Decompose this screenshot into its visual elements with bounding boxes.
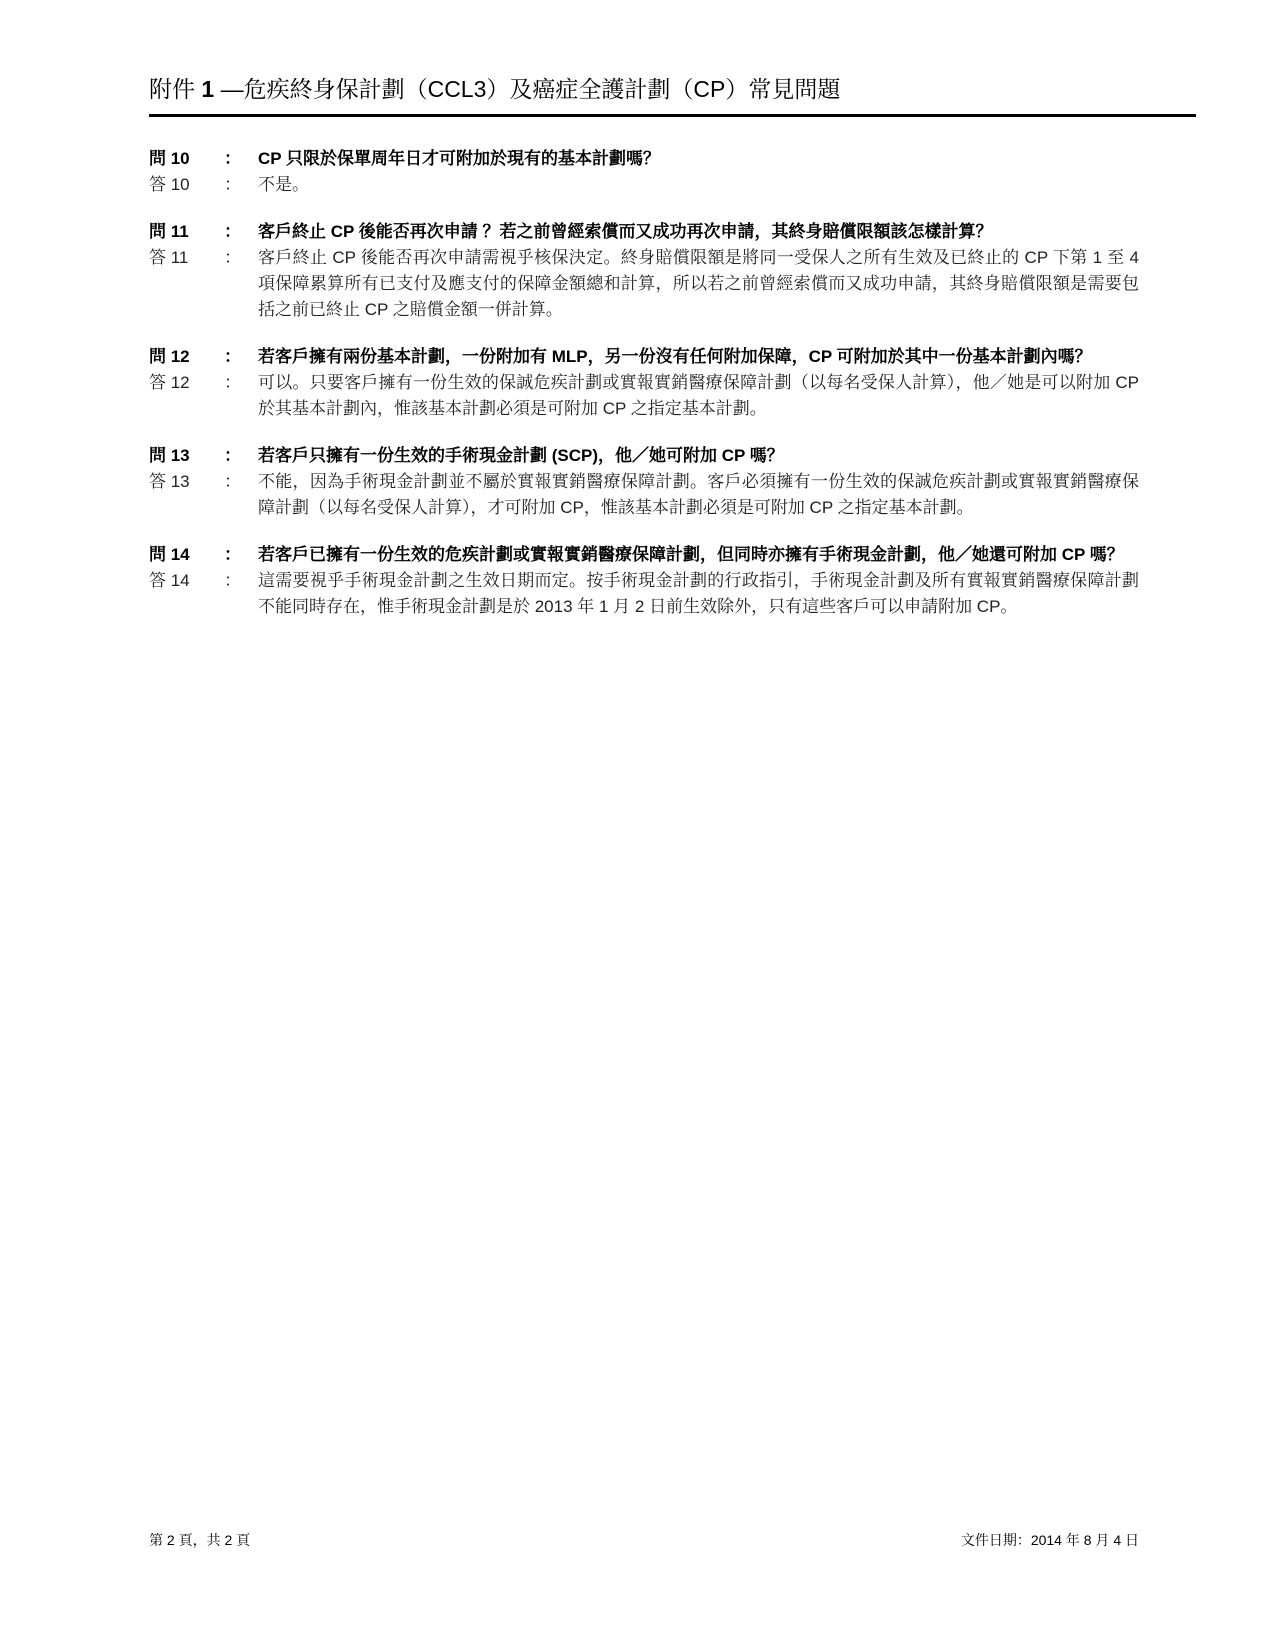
- answer-colon: ：: [224, 248, 241, 267]
- question-colon: ：: [224, 149, 241, 168]
- question-row: [149, 542, 1139, 568]
- answer-row: [149, 469, 1139, 521]
- faq-item-13: [149, 443, 1139, 521]
- faq-item-10: [149, 146, 1139, 198]
- answer-colon: ：: [224, 175, 241, 194]
- question-row: [149, 443, 1139, 469]
- question-text: 若客戶已擁有一份生效的危疾計劃或實報實銷醫療保障計劃，但同時亦擁有手術現金計劃，他／她還可附加 CP 嗎？: [258, 545, 1124, 564]
- document-date: 文件日期：2014 年 8 月 4 日: [960, 1532, 1139, 1548]
- answer-text: 客戶終止 CP 後能否再次申請需視乎核保決定。終身賠償限額是將同一受保人之所有生效及已終止的 CP 下第 1 至 4 項保障累算所有已支付及應支付的保障金額總和計算，所以若之前曾經索償而又成功申請，其終身賠償限額是需要包括之前已終止 CP 之賠償金額一併計算。: [258, 248, 1139, 319]
- answer-row: [149, 245, 1139, 323]
- faq-item-11: [149, 219, 1139, 323]
- question-text: 若客戶擁有兩份基本計劃，一份附加有 MLP，另一份沒有任何附加保障，CP 可附加於其中一份基本計劃內嗎？: [258, 347, 1092, 366]
- question-colon: ：: [224, 446, 241, 465]
- answer-row: [149, 568, 1139, 620]
- question-text: 若客戶只擁有一份生效的手術現金計劃 (SCP)，他／她可附加 CP 嗎？: [258, 446, 784, 465]
- page-header: [149, 66, 1196, 117]
- title-number: 1: [201, 76, 215, 102]
- question-text: CP 只限於保單周年日才可附加於現有的基本計劃嗎？: [258, 149, 661, 168]
- faq-item-12: [149, 344, 1139, 422]
- answer-colon: ：: [224, 571, 241, 590]
- page-footer: [149, 1528, 1139, 1552]
- answer-colon: ：: [224, 472, 241, 491]
- answer-label: 答 10: [149, 175, 190, 194]
- answer-label: 答 14: [149, 571, 190, 590]
- question-label: 問 14: [149, 545, 190, 564]
- question-colon: ：: [224, 545, 241, 564]
- answer-row: [149, 172, 1139, 198]
- question-label: 問 12: [149, 347, 190, 366]
- title-text: —危疾終身保計劃（CCL3）及癌症全護計劃（CP）常見問題: [220, 76, 841, 102]
- question-label: 問 13: [149, 446, 190, 465]
- answer-label: 答 12: [149, 373, 190, 392]
- question-row: [149, 344, 1139, 370]
- answer-colon: ：: [224, 373, 241, 392]
- question-label: 問 10: [149, 149, 190, 168]
- question-label: 問 11: [149, 222, 189, 241]
- answer-text: 可以。只要客戶擁有一份生效的保誠危疾計劃或實報實銷醫療保障計劃（以每名受保人計算），他／她是可以附加 CP 於其基本計劃內，惟該基本計劃必須是可附加 CP 之指定基本計劃。: [258, 373, 1139, 418]
- faq-item-14: [149, 542, 1139, 620]
- answer-text: 這需要視乎手術現金計劃之生效日期而定。按手術現金計劃的行政指引，手術現金計劃及所有實報實銷醫療保障計劃不能同時存在，惟手術現金計劃是於 2013 年 1 月 2 日前生效除外，只有這些客戶可以申請附加 CP。: [258, 571, 1139, 616]
- answer-label: 答 11: [149, 248, 189, 267]
- page-title: [149, 74, 840, 104]
- question-row: [149, 146, 1139, 172]
- answer-label: 答 13: [149, 472, 190, 491]
- answer-row: [149, 370, 1139, 422]
- answer-text: 不是。: [258, 175, 309, 194]
- page-number: 第 2 頁，共 2 頁: [149, 1532, 251, 1548]
- question-colon: ：: [224, 222, 241, 241]
- faq-list: [149, 146, 1139, 641]
- question-colon: ：: [224, 347, 241, 366]
- question-text: 客戶終止 CP 後能否再次申請 ？若之前曾經索償而又成功再次申請，其終身賠償限額該怎樣計算？: [258, 222, 993, 241]
- answer-text: 不能，因為手術現金計劃並不屬於實報實銷醫療保障計劃。客戶必須擁有一份生效的保誠危疾計劃或實報實銷醫療保障計劃（以每名受保人計算），才可附加 CP，惟該基本計劃必須是可附加 CP 之指定基本計劃。: [258, 472, 1139, 517]
- title-prefix: 附件: [149, 76, 195, 102]
- question-row: [149, 219, 1139, 245]
